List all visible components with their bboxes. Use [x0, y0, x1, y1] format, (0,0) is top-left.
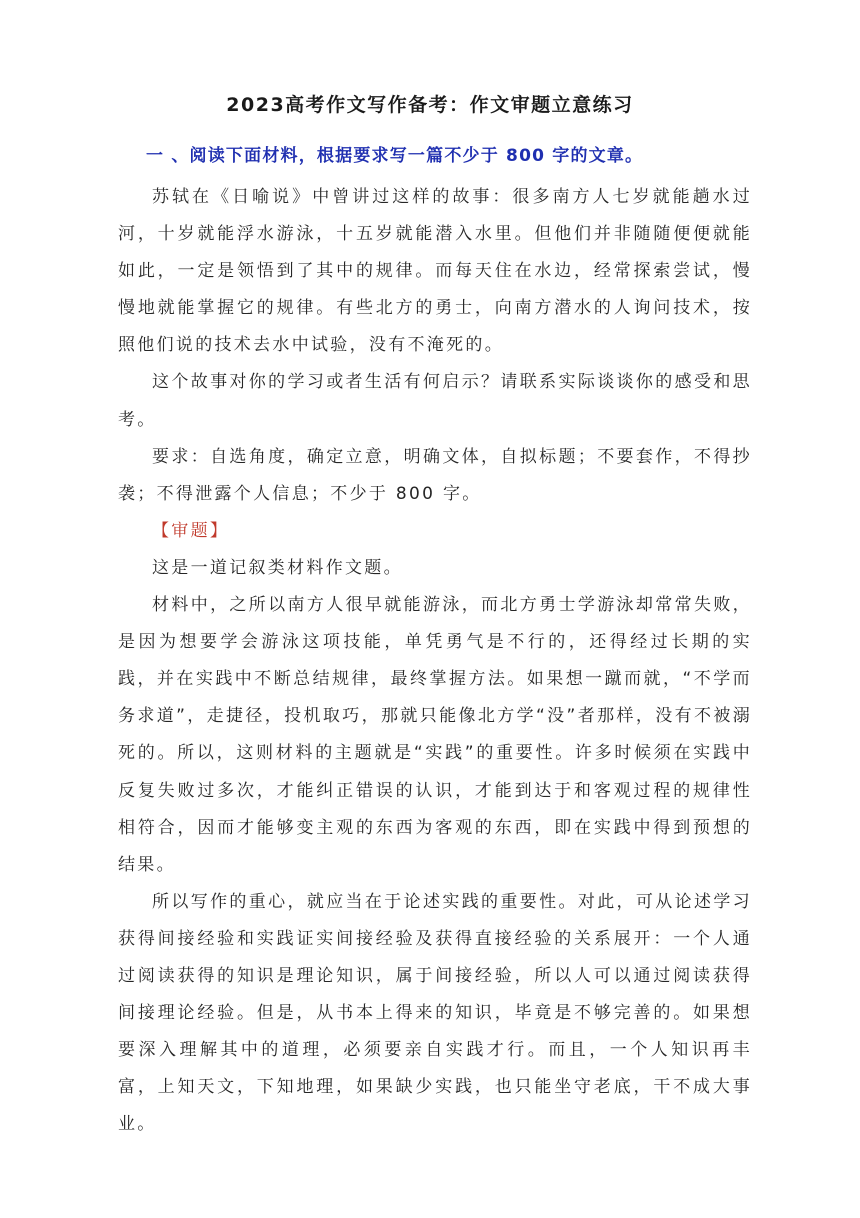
- analysis-tag-paragraph: [118, 513, 752, 550]
- document-body: [118, 179, 752, 1143]
- focus-paragraph: 所以写作的重心，就应当在于论述实践的重要性。对此，可从论述学习获得间接经验和实践证实间接经验及获得直接经验的关系展开：一个人通过阅读获得的知识是理论知识，属于间接经验，所以人可以通过阅读获得间接理论经验。但是，从书本上得来的知识，毕竟是不够完善的。如果想要深入理解其中的道理，必须要亲自实践才行。而且，一个人知识再丰富，上知天文，下知地理，如果缺少实践，也只能坐守老底，干不成大事业。: [118, 891, 752, 1135]
- question-paragraph: 这个故事对你的学习或者生活有何启示？请联系实际谈谈你的感受和思考。: [118, 372, 752, 430]
- type-note-paragraph: 这是一道记叙类材料作文题。: [152, 557, 403, 578]
- story-paragraph: 苏轼在《日喻说》中曾讲过这样的故事：很多南方人七岁就能趟水过河，十岁就能浮水游泳，十五岁就能潜入水里。但他们并非随随便便就能如此，一定是领悟到了其中的规律。而每天住在水边，经常探索尝试，慢慢地就能掌握它的规律。有些北方的勇士，向南方潜水的人询问技术，按照他们说的技术去水中试验，没有不淹死的。: [118, 187, 752, 356]
- section-heading: 一 、阅读下面材料，根据要求写一篇不少于 800 字的文章。: [146, 146, 644, 166]
- analysis-tag: 【审题】: [152, 520, 230, 541]
- document-title: 2023高考作文写作备考：作文审题立意练习: [226, 94, 634, 116]
- analysis-paragraph: 材料中，之所以南方人很早就能游泳，而北方勇士学游泳却常常失败，是因为想要学会游泳这项技能，单凭勇气是不行的，还得经过长期的实践，并在实践中不断总结规律，最终掌握方法。如果想一蹴而就，“不学而务求道”，走捷径，投机取巧，那就只能像北方学“没”者那样，没有不被溺死的。所以，这则材料的主题就是“实践”的重要性。许多时候须在实践中反复失败过多次，才能纠正错误的认识，才能到达于和客观过程的规律性相符合，因而才能够变主观的东西为客观的东西，即在实践中得到预想的结果。: [118, 595, 752, 875]
- requirements-paragraph: 要求：自选角度，确定立意，明确文体，自拟标题；不要套作，不得抄袭；不得泄露个人信息；不少于 800 字。: [118, 446, 752, 504]
